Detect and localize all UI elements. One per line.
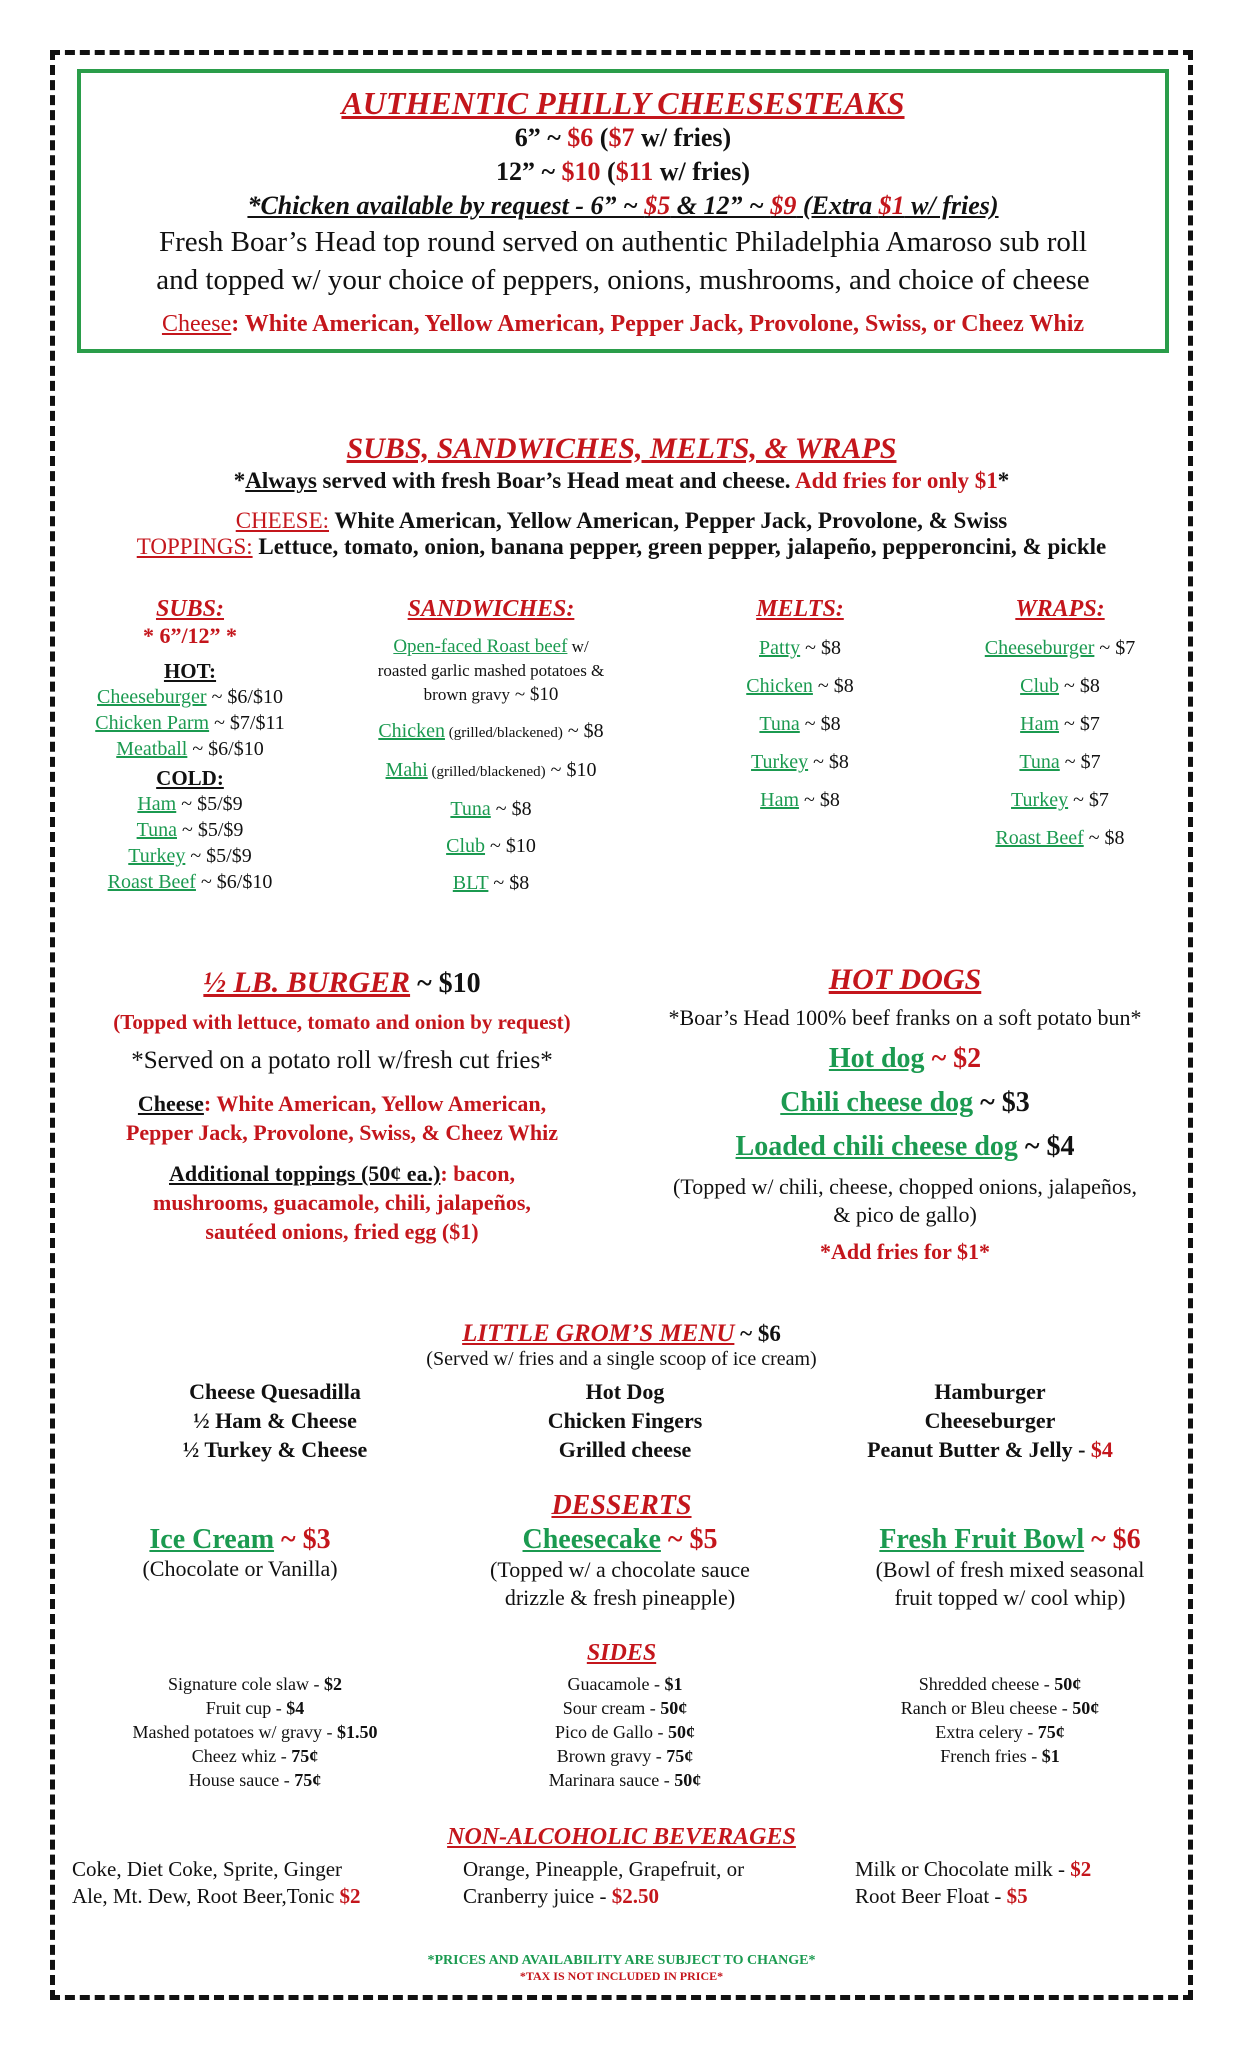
side-item: Guacamole - $1: [567, 1674, 683, 1694]
melt-item: Turkey ~ $8: [751, 751, 849, 773]
grom-section-header: [60, 1320, 1183, 1371]
side-item: Ranch or Bleu cheese - 50¢: [900, 1698, 1100, 1718]
sides-title: SIDES: [586, 1640, 657, 1666]
dessert-fruit-bowl-title: Fresh Fruit Bowl ~ $6: [879, 1524, 1141, 1555]
grom-item: ½ Ham & Cheese: [193, 1408, 357, 1433]
side-item: Fruit cup - $4: [205, 1698, 305, 1718]
dessert-ice-cream: [70, 1524, 410, 1582]
melt-item: Chicken ~ $8: [746, 675, 854, 697]
dessert-cheesecake-title: Cheesecake ~ $5: [522, 1524, 718, 1555]
sides-column-2: [460, 1672, 790, 1792]
wrap-item: Cheeseburger ~ $7: [984, 637, 1136, 659]
philly-cheese-options: Cheese: White American, Yellow American, Pepper Jack, Provolone, Swiss, or Cheez Whiz: [161, 311, 1085, 337]
sides-header: [60, 1640, 1183, 1667]
subs-hot-label: HOT:: [163, 659, 217, 683]
hotdogs-section: [640, 963, 1170, 1265]
beverages-title: NON-ALCOHOLIC BEVERAGES: [447, 1824, 796, 1850]
grom-column-1: [110, 1377, 440, 1464]
subs-cold-label: COLD:: [156, 766, 224, 790]
subs-item: Tuna ~ $5/$9: [136, 819, 244, 841]
philly-six-inch-line: 6” ~ $6 ($7 w/ fries): [514, 123, 732, 152]
subs-section-title: SUBS, SANDWICHES, MELTS, & WRAPS: [346, 432, 897, 465]
subs-item: Chicken Parm ~ $7/$11: [95, 712, 285, 734]
wraps-column: [950, 596, 1170, 851]
philly-twelve-inch-line: 12” ~ $10 ($11 w/ fries): [495, 157, 751, 186]
hotdogs-title: HOT DOGS: [828, 963, 982, 996]
desserts-title: DESSERTS: [551, 1490, 692, 1521]
sandwich-roast-beef: Open-faced Roast beef w/ roasted garlic mashed potatoes & brown gravy ~ $10: [377, 636, 605, 705]
sandwich-item: Tuna ~ $8: [450, 798, 532, 820]
grom-item: Hot Dog: [585, 1379, 665, 1404]
sandwiches-column: [336, 596, 646, 896]
beverages-column-3: [855, 1856, 1175, 1910]
subs-item: Cheeseburger ~ $6/$10: [97, 686, 283, 708]
dessert-fruit-bowl: [840, 1524, 1180, 1612]
footer-tax-note: *TAX IS NOT INCLUDED IN PRICE*: [519, 1969, 724, 1983]
burger-additional-toppings: Additional toppings (50¢ ea.): bacon, mushrooms, guacamole, chili, jalapeños, sautéed onions, fried egg ($1): [153, 1161, 531, 1244]
philly-description-1: Fresh Boar’s Head top round served on authentic Philadelphia Amaroso sub roll: [158, 226, 1088, 258]
grom-title-line: LITTLE GROM’S MENU ~ $6: [462, 1320, 781, 1347]
hotdogs-topped: (Topped w/ chili, cheese, chopped onions, jalapeños, & pico de gallo): [673, 1174, 1137, 1227]
sandwiches-title: SANDWICHES:: [407, 596, 575, 622]
melt-item: Tuna ~ $8: [759, 713, 841, 735]
side-item: Mashed potatoes w/ gravy - $1.50: [132, 1722, 378, 1742]
side-item: Sour cream - 50¢: [562, 1698, 688, 1718]
footer: [60, 1953, 1183, 1984]
wrap-item: Club ~ $8: [1020, 675, 1100, 697]
subs-item: Roast Beef ~ $6/$10: [107, 871, 273, 893]
subs-item: Meatball ~ $6/$10: [116, 738, 264, 760]
wraps-title: WRAPS:: [1015, 596, 1105, 622]
sandwich-item: Club ~ $10: [446, 835, 536, 857]
grom-column-3: [820, 1377, 1160, 1464]
beverage-line: Milk or Chocolate milk - $2: [855, 1857, 1092, 1881]
hotdog-item: Loaded chili cheese dog ~ $4: [735, 1131, 1075, 1162]
beverage-line: Root Beer Float - $5: [855, 1884, 1028, 1908]
side-item: Pico de Gallo - 50¢: [555, 1722, 695, 1742]
subs-column: [70, 596, 310, 895]
grom-item: Chicken Fingers: [547, 1408, 703, 1433]
wrap-item: Turkey ~ $7: [1011, 789, 1109, 811]
beverages-column-1: [72, 1856, 432, 1910]
footer-prices-note: *PRICES AND AVAILABILITY ARE SUBJECT TO CHANGE*: [427, 1953, 816, 1968]
side-item: Shredded cheese - 50¢: [918, 1674, 1082, 1694]
melt-item: Ham ~ $8: [760, 789, 840, 811]
beverage-line: Coke, Diet Coke, Sprite, Ginger: [72, 1857, 343, 1881]
side-item: Cheez whiz - 75¢: [191, 1746, 319, 1766]
grom-item: Cheese Quesadilla: [189, 1379, 361, 1404]
beverage-line: Orange, Pineapple, Grapefruit, or: [463, 1857, 745, 1881]
subs-sizes: * 6”/12” *: [142, 623, 238, 648]
grom-item: Hamburger: [934, 1379, 1046, 1404]
wrap-item: Ham ~ $7: [1020, 713, 1100, 735]
subs-item: Ham ~ $5/$9: [137, 793, 243, 815]
melts-column: [700, 596, 900, 813]
grom-item: Peanut Butter & Jelly - $4: [867, 1437, 1113, 1462]
sides-column-3: [830, 1672, 1170, 1768]
subs-title: SUBS:: [155, 596, 225, 622]
subs-always-note: *Always served with fresh Boar’s Head meat and cheese. Add fries for only $1*: [233, 468, 1010, 493]
dessert-fruit-bowl-desc: (Bowl of fresh mixed seasonal fruit topped w/ cool whip): [875, 1557, 1145, 1610]
side-item: Brown gravy - 75¢: [556, 1746, 694, 1766]
hotdog-item: Hot dog ~ $2: [828, 1043, 982, 1074]
burger-served: *Served on a potato roll w/fresh cut fries*: [131, 1047, 553, 1074]
beverages-column-2: [463, 1856, 823, 1910]
dessert-cheesecake: [450, 1524, 790, 1612]
grom-column-2: [460, 1377, 790, 1464]
grom-item: Cheeseburger: [924, 1408, 1056, 1433]
burger-cheese: Cheese: White American, Yellow American, Pepper Jack, Provolone, Swiss, & Cheez Whiz: [125, 1091, 559, 1145]
sandwich-item: BLT ~ $8: [452, 872, 530, 894]
subs-section-header: [60, 432, 1183, 560]
side-item: Extra celery - 75¢: [935, 1722, 1065, 1742]
philly-description-2: and topped w/ your choice of peppers, onions, mushrooms, and choice of cheese: [156, 264, 1090, 296]
desserts-header: [60, 1490, 1183, 1522]
hotdogs-description: *Boar’s Head 100% beef franks on a soft potato bun*: [668, 1005, 1142, 1030]
dessert-ice-cream-desc: (Chocolate or Vanilla): [142, 1556, 338, 1581]
sandwich-mahi: Mahi (grilled/blackened) ~ $10: [385, 759, 597, 781]
side-item: Marinara sauce - 50¢: [548, 1770, 702, 1790]
side-item: House sauce - 75¢: [188, 1770, 322, 1790]
subs-cheese-line: CHEESE: White American, Yellow American, Pepper Jack, Provolone, & Swiss: [235, 508, 1008, 533]
philly-chicken-note: *Chicken available by request - 6” ~ $5 & 12” ~ $9 (Extra $1 w/ fries): [247, 191, 999, 220]
burger-section: [62, 966, 622, 1246]
beverages-header: [60, 1824, 1183, 1851]
burger-topped: (Topped with lettuce, tomato and onion by request): [113, 1010, 571, 1034]
melts-title: MELTS:: [756, 596, 844, 622]
beverage-line: Ale, Mt. Dew, Root Beer,Tonic $2: [72, 1884, 361, 1908]
wrap-item: Tuna ~ $7: [1019, 751, 1101, 773]
dessert-ice-cream-title: Ice Cream ~ $3: [149, 1524, 331, 1555]
sides-column-1: [90, 1672, 420, 1792]
philly-cheesesteak-box: [77, 69, 1169, 353]
grom-item: Grilled cheese: [558, 1437, 692, 1462]
burger-title-line: ½ LB. BURGER ~ $10: [203, 966, 481, 999]
side-item: Signature cole slaw - $2: [168, 1674, 342, 1694]
dessert-cheesecake-desc: (Topped w/ a chocolate sauce drizzle & fresh pineapple): [490, 1557, 750, 1610]
side-item: French fries - $1: [940, 1746, 1060, 1766]
grom-subtitle: (Served w/ fries and a single scoop of ice cream): [426, 1348, 817, 1370]
subs-item: Turkey ~ $5/$9: [128, 845, 252, 867]
sandwich-chicken: Chicken (grilled/blackened) ~ $8: [378, 720, 604, 742]
philly-title: AUTHENTIC PHILLY CHEESESTEAKS: [341, 85, 905, 121]
subs-toppings-line: TOPPINGS: Lettuce, tomato, onion, banana pepper, green pepper, jalapeño, pepperoncini, & pickle: [136, 534, 1107, 559]
grom-item: ½ Turkey & Cheese: [182, 1437, 368, 1462]
melt-item: Patty ~ $8: [759, 637, 841, 659]
beverage-line: Cranberry juice - $2.50: [463, 1884, 659, 1908]
wrap-item: Roast Beef ~ $8: [995, 827, 1125, 849]
hotdogs-fries: *Add fries for $1*: [819, 1239, 991, 1264]
hotdog-item: Chili cheese dog ~ $3: [780, 1087, 1030, 1118]
